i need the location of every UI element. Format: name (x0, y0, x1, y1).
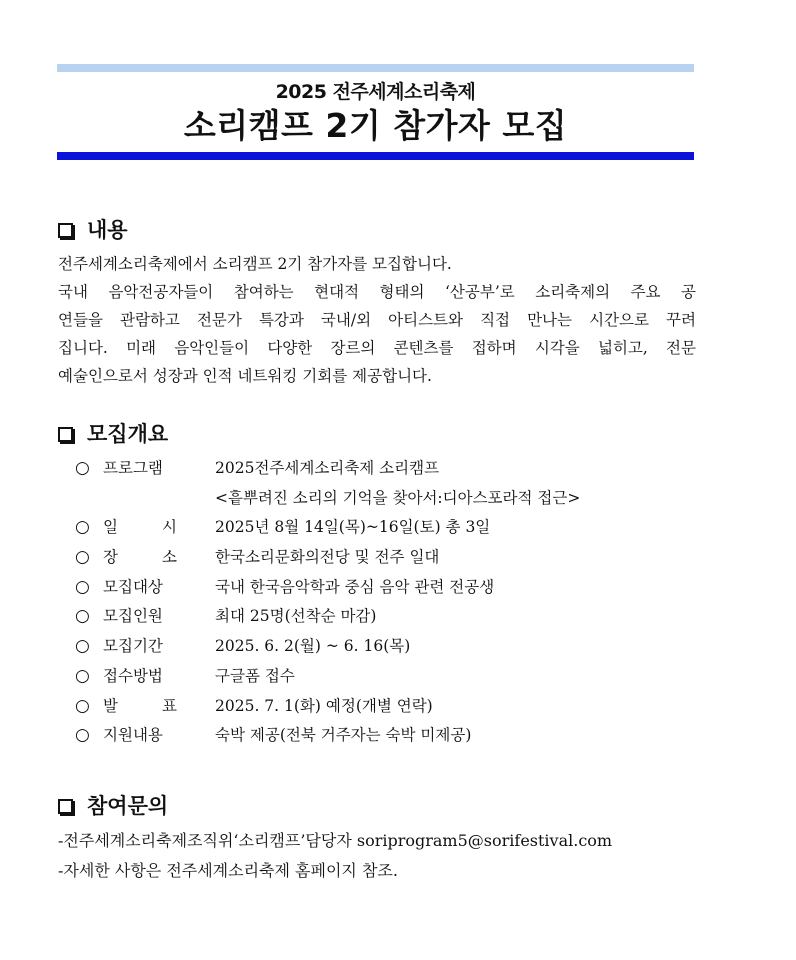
document-header (57, 64, 694, 160)
item-value: 국내 한국음악학과 중심 음악 관련 전공생 (215, 577, 495, 596)
circle-bullet-icon: ○ (75, 606, 90, 627)
circle-bullet-icon: ○ (75, 725, 90, 746)
item-label: 접수방법 (103, 666, 163, 685)
item-label (103, 543, 177, 573)
item-value: 최대 25명(선착순 마감) (215, 607, 377, 626)
paragraph-line: 국내 음악전공자들이 참여하는 현대적 형태의 ‘산공부’로 소리축제의 주요 공 (58, 283, 696, 301)
paragraph-line: 예술인으로서 성장과 인적 네트워킹 기회를 제공합니다. (58, 367, 432, 385)
checkbox-square-icon (58, 799, 73, 814)
paragraph-line: 전주세계소리축제에서 소리캠프 2기 참가자를 모집합니다. (58, 255, 452, 273)
section-heading-inquiry (58, 792, 168, 820)
overview-list (75, 454, 695, 751)
item-value: 한국소리문화의전당 및 전주 일대 (215, 548, 440, 567)
list-item (75, 692, 695, 722)
item-label (103, 513, 177, 543)
section-heading-overview (58, 420, 168, 448)
label-char: 표 (162, 696, 177, 715)
circle-bullet-icon: ○ (75, 695, 90, 716)
item-label: 프로그램 (103, 459, 163, 477)
item-value: 2025. 6. 2(월) ~ 6. 16(목) (215, 637, 411, 656)
item-value: <흩뿌려진 소리의 기억을 찾아서:디아스포라적 접근> (215, 488, 581, 507)
circle-bullet-icon: ○ (75, 636, 90, 657)
list-item (75, 573, 695, 603)
checkbox-square-icon (58, 427, 73, 442)
circle-bullet-icon: ○ (75, 517, 90, 538)
item-label (103, 692, 177, 722)
circle-bullet-icon: ○ (75, 547, 90, 568)
circle-bullet-icon: ○ (75, 665, 90, 686)
paragraph-line: 연들을 관람하고 전문가 특강과 국내/외 아티스트와 직접 만나는 시간으로 꾸려 (58, 311, 696, 329)
item-label: 모집기간 (103, 637, 163, 656)
item-value: 2025년 8월 14일(목)~16일(토) 총 3일 (215, 518, 491, 537)
header-bottom-bar (57, 152, 694, 160)
list-item-continuation (75, 484, 695, 514)
list-item (75, 721, 695, 751)
label-char: 소 (162, 548, 177, 567)
label-char: 일 (103, 518, 118, 537)
item-value: 숙박 제공(전북 거주자는 숙박 미제공) (215, 726, 472, 745)
item-label: 지원내용 (103, 726, 163, 745)
header-subtitle: 2025 전주세계소리축제 (275, 81, 476, 103)
circle-bullet-icon: ○ (75, 576, 90, 597)
item-value: 2025전주세계소리축제 소리캠프 (215, 459, 440, 477)
item-value: 2025. 7. 1(화) 예정(개별 연락) (215, 696, 433, 715)
list-item (75, 543, 695, 573)
inquiry-block (58, 827, 698, 887)
header-top-bar (57, 64, 694, 72)
contact-line: -전주세계소리축제조직위‘소리캠프’담당자 soriprogram5@sorifestival.com (58, 831, 613, 850)
section-heading-content (58, 216, 128, 244)
checkbox-square-icon (58, 223, 73, 238)
label-char: 장 (103, 548, 118, 567)
item-label: 모집대상 (103, 577, 163, 596)
section-heading-label: 모집개요 (87, 421, 169, 446)
contact-line: -자세한 사항은 전주세계소리축제 홈페이지 참조. (58, 861, 398, 880)
section-heading-label: 참여문의 (87, 793, 169, 818)
list-item (75, 632, 695, 662)
list-item (75, 454, 695, 484)
paragraph-line: 집니다. 미래 음악인들이 다양한 장르의 콘텐츠를 접하며 시각을 넓히고, 전문 (58, 339, 696, 357)
content-paragraph (58, 250, 696, 390)
section-heading-label: 내용 (87, 217, 128, 242)
item-value: 구글폼 접수 (215, 666, 295, 685)
circle-bullet-icon: ○ (75, 458, 90, 478)
list-item (75, 602, 695, 632)
label-char: 시 (162, 518, 177, 537)
list-item (75, 662, 695, 692)
list-item (75, 513, 695, 543)
item-label: 모집인원 (103, 607, 163, 626)
label-char: 발 (103, 696, 118, 715)
page-title: 소리캠프 2기 참가자 모집 (183, 106, 568, 145)
